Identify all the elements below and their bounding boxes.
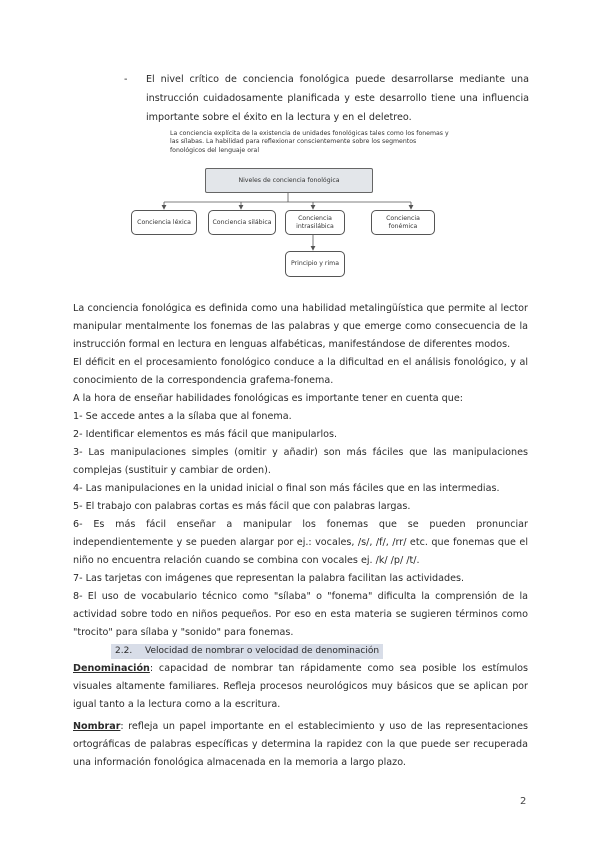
intro-bullet bbox=[124, 70, 529, 127]
list-item: 3- Las manipulaciones simples (omitir y añadir) son más fáciles que las manipulaciones complejas (sustituir y cambiar de orden). bbox=[73, 447, 528, 476]
node-lexica: Conciencia léxica bbox=[131, 210, 197, 235]
main-node: Niveles de conciencia fonológica bbox=[205, 168, 373, 193]
paragraph: A la hora de enseñar habilidades fonológicas es importante tener en cuenta que: bbox=[73, 393, 463, 404]
page-number: 2 bbox=[520, 796, 527, 807]
bullet-text: El nivel crítico de conciencia fonológica puede desarrollarse mediante una instrucción cuidadosamente planificada y este desarrollo tiene una influencia importante sobre el éxito en la lectura y en el deletreo. bbox=[146, 74, 529, 123]
definition-text: : refleja un papel importante en el establecimiento y uso de las representaciones ortográficas de palabras específicas y determina la rapidez con la que puede ser recuperada una información fonológica almacenada en la memoria a largo plazo. bbox=[73, 721, 528, 768]
definition-term: Denominación bbox=[73, 663, 150, 674]
node-fonemica: Conciencia fonémica bbox=[371, 210, 435, 235]
paragraph: La conciencia fonológica es definida como una habilidad metalingüística que permite al lector manipular mentalmente los fonemas de las palabras y que emerge como consecuencia de la instrucción formal en lectura en lenguas alfabéticas, manifestándose de diferentes modos. bbox=[73, 303, 528, 350]
diagram-caption: La conciencia explícita de la existencia de unidades fonológicas tales como los fonemas y las sílabas. La habilidad para reflexionar conscientemente sobre los segmentos fonológicos del lenguaje oral bbox=[170, 130, 449, 154]
list-item: 8- El uso de vocabulario técnico como "sílaba" o "fonema" dificulta la comprensión de la actividad sobre todo en niños pequeños. Por eso en esta materia se sugieren términos como "trocito" para sílaba y "sonido" para fonemas. bbox=[73, 591, 528, 638]
list-item: 2- Identificar elementos es más fácil que manipularlos. bbox=[73, 429, 338, 440]
section-heading bbox=[111, 644, 383, 659]
node-rima: Principio y rima bbox=[285, 251, 345, 277]
bullet-dash: - bbox=[124, 74, 128, 85]
list-item: 6- Es más fácil enseñar a manipular los fonemas que se pueden pronunciar independientemente y se pueden alargar por ej.: vocales, /s/, /f/, /rr/ etc. que fonemas que el niño no encuentra relación cuando se combina con vocales ej. /k/ /p/ /t/. bbox=[73, 519, 528, 566]
list-item: 7- Las tarjetas con imágenes que representan la palabra facilitan las actividades. bbox=[73, 573, 465, 584]
definition-text: : capacidad de nombrar tan rápidamente como sea posible los estímulos visuales altamente familiares. Refleja procesos neurológicos muy básicos que se aplican por igual tanto a la lectura como a la escritura. bbox=[73, 663, 528, 710]
section-number: 2.2. bbox=[115, 646, 133, 656]
paragraph: El déficit en el procesamiento fonológico conduce a la dificultad en el análisis fonológico, y al conocimiento de la correspondencia grafema-fonema. bbox=[73, 357, 528, 386]
section-title: Velocidad de nombrar o velocidad de denominación bbox=[145, 646, 380, 656]
body-text bbox=[73, 300, 528, 772]
definition-denominacion bbox=[73, 660, 528, 714]
node-silabica: Conciencia silábica bbox=[208, 210, 276, 235]
phonological-diagram bbox=[128, 130, 449, 280]
list-item: 1- Se accede antes a la sílaba que al fonema. bbox=[73, 411, 292, 422]
definition-term: Nombrar bbox=[73, 721, 121, 732]
list-item: 4- Las manipulaciones en la unidad inicial o final son más fáciles que en las intermedias. bbox=[73, 483, 500, 494]
list-item: 5- El trabajo con palabras cortas es más fácil que con palabras largas. bbox=[73, 501, 411, 512]
node-intrasilabica: Conciencia intrasilábica bbox=[285, 210, 345, 235]
definition-nombrar bbox=[73, 718, 528, 772]
